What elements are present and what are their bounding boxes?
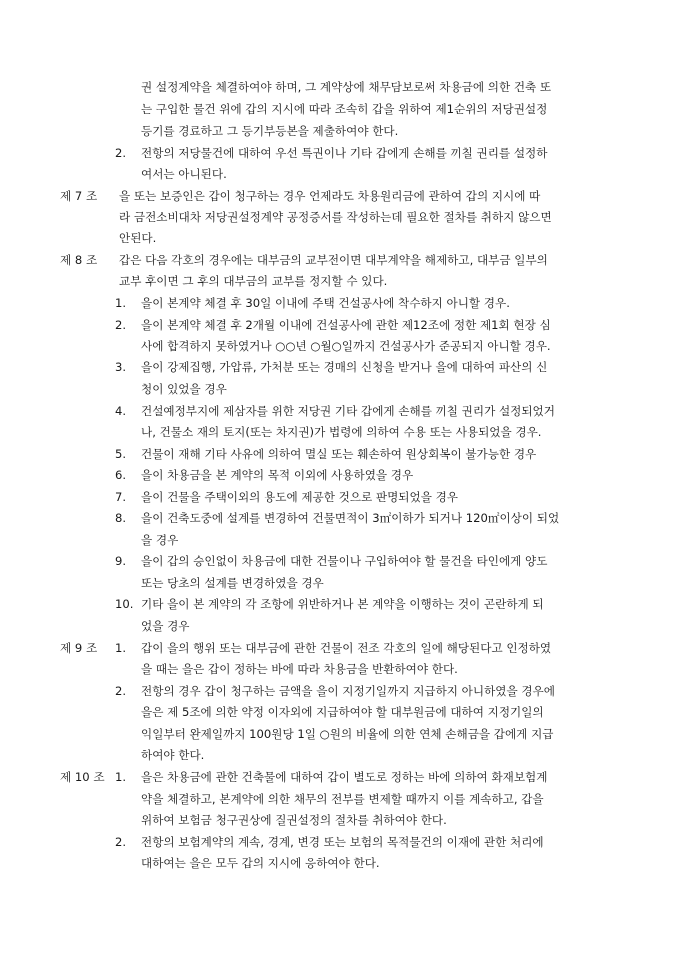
clause-number: 1. (115, 770, 127, 784)
clause-number: 1. (115, 296, 127, 310)
clause-number: 2. (115, 146, 127, 160)
text-line: 청이 있었을 경우 (141, 382, 227, 396)
text-line: 위하여 보험금 청구권상에 질권설정의 절차를 취하여야 한다. (141, 813, 447, 827)
clause-number: 1. (115, 641, 127, 655)
clause-number: 7. (115, 490, 127, 504)
text-line: 라 금전소비대차 저당권설정계약 공정증서를 작성하는데 필요한 절차를 취하지 않으면 (119, 210, 552, 224)
clause-number: 10. (115, 597, 134, 611)
clause-number: 2. (115, 318, 127, 332)
clause-number: 3. (115, 360, 127, 374)
text-line: 었을 경우 (141, 619, 190, 633)
clause-number: 8. (115, 511, 127, 525)
text-line: 을이 건물을 주택이외의 용도에 제공한 것으로 판명되었을 경우 (141, 490, 458, 504)
text-line: 교부 후이면 그 후의 대부금의 교부를 정지할 수 있다. (119, 274, 388, 288)
clause-number: 5. (115, 447, 127, 461)
text-line: 권 설정계약을 체결하여야 하며, 그 계약상에 채무담보로써 차용금에 의한 건축 또 (141, 80, 552, 94)
article-heading: 제 8 조 (60, 253, 98, 267)
text-line: 갑은 다음 각호의 경우에는 대부금의 교부전이면 대부계약을 해제하고, 대부금 일부의 (119, 253, 548, 267)
text-line: 을이 건축도중에 설계를 변경하여 건물면적이 3㎡이하가 되거나 120㎡이상이 되었 (141, 511, 560, 525)
text-line: 을이 강제집행, 가압류, 가처분 또는 경매의 신청을 받거나 을에 대하여 파산의 신 (141, 360, 548, 374)
text-line: 을이 본계약 체결 후 30일 이내에 주택 건설공사에 착수하지 아니할 경우. (141, 296, 510, 310)
text-line: 등기를 경료하고 그 등기부등본을 제출하여야 한다. (141, 124, 399, 138)
text-line: 을 또는 보증인은 갑이 청구하는 경우 언제라도 차용원리금에 관하여 갑의 지시에 따 (119, 189, 541, 203)
text-line: 을이 본계약 체결 후 2개월 이내에 건설공사에 관한 제12조에 정한 제1회 현장 심 (141, 318, 551, 332)
text-line: 또는 당초의 설계를 변경하였을 경우 (141, 576, 324, 590)
text-line: 건설예정부지에 제삼자를 위한 저당권 기타 갑에게 손해를 끼칠 권리가 설정되었거 (141, 404, 555, 418)
text-line: 전항의 보험계약의 계속, 경계, 변경 또는 보험의 목적물건의 이재에 관한 처리에 (141, 835, 544, 849)
text-line: 을은 제 5조에 의한 약정 이자외에 지급하여야 할 대부원금에 대하여 지정기일의 (141, 705, 544, 719)
text-line: 갑이 을의 행위 또는 대부금에 관한 건물이 전조 각호의 일에 해당된다고 인정하였 (141, 641, 552, 655)
text-line: 을이 갑의 승인없이 차용금에 대한 건물이나 구입하여야 할 물건을 타인에게 양도 (141, 554, 548, 568)
text-line: 을 경우 (141, 533, 179, 547)
text-line: 사에 합격하지 못하였거나 ○○년 ○월○일까지 건설공사가 준공되지 아니할 경우. (141, 339, 551, 353)
text-line: 전항의 저당물건에 대하여 우선 특권이나 기타 갑에게 손해를 끼칠 권리를 설정하 (141, 146, 548, 160)
article-heading: 제 10 조 (60, 770, 105, 784)
article-heading: 제 7 조 (60, 189, 98, 203)
clause-number: 9. (115, 554, 127, 568)
article-heading: 제 9 조 (60, 641, 98, 655)
text-line: 을은 차용금에 관한 건축물에 대하여 갑이 별도로 정하는 바에 의하여 화재보험계 (141, 770, 548, 784)
text-line: 전항의 경우 갑이 청구하는 금액을 을이 지정기일까지 지급하지 아니하였을 경우에 (141, 684, 555, 698)
text-line: 는 구입한 물건 위에 갑의 지시에 따라 조속히 갑을 위하여 제1순위의 저당권설정 (141, 102, 548, 116)
text-line: 하여야 한다. (141, 748, 205, 762)
text-line: 을이 차용금을 본 계약의 목적 이외에 사용하였을 경우 (141, 468, 414, 482)
clause-number: 6. (115, 468, 127, 482)
text-line: 안된다. (119, 231, 157, 245)
text-line: 익일부터 완제일까지 100원당 1일 ○원의 비율에 의한 연체 손해금을 갑에게 지급 (141, 727, 554, 741)
text-line: 약을 체결하고, 본계약에 의한 채무의 전부를 변제할 때까지 이를 계속하고, 갑을 (141, 792, 544, 806)
text-line: 기타 을이 본 계약의 각 조항에 위반하거나 본 계약을 이행하는 것이 곤란하게 되 (141, 597, 544, 611)
text-line: 나, 건물소 재의 토지(또는 차지권)가 법령에 의하여 수용 또는 사용되었을 경우. (141, 425, 542, 439)
text-line: 건물이 재해 기타 사유에 의하여 멸실 또는 훼손하여 원상회복이 불가능한 경우 (141, 447, 537, 461)
text-line: 을 때는 을은 갑이 정하는 바에 따라 차용금을 반환하여야 한다. (141, 662, 458, 676)
text-line: 여서는 아니된다. (141, 167, 227, 181)
text-line: 대하여는 을은 모두 갑의 지시에 응하여야 한다. (141, 856, 380, 870)
clause-number: 2. (115, 684, 127, 698)
clause-number: 2. (115, 835, 127, 849)
clause-number: 4. (115, 404, 127, 418)
